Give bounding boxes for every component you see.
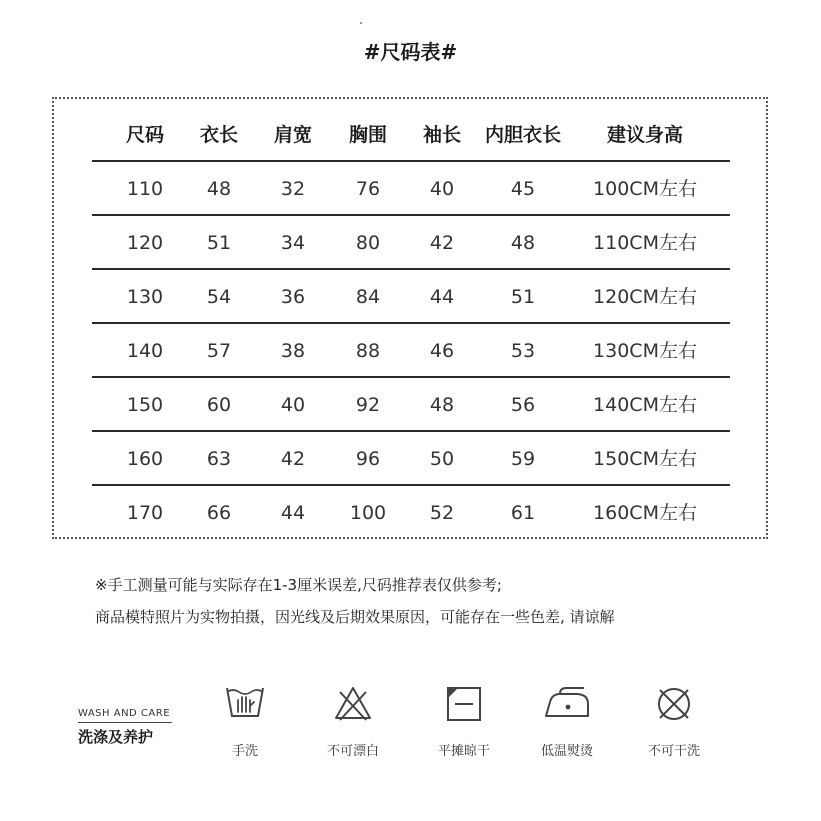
care-item-dry-flat (414, 682, 514, 759)
cell-chest: 100 (349, 502, 387, 524)
no-dry-clean-icon (652, 682, 696, 726)
cell-length: 54 (206, 286, 232, 308)
cell-shoulder: 36 (280, 286, 306, 308)
cell-chest: 88 (355, 340, 381, 362)
measurement-note: ※手工测量可能与实际存在1-3厘米误差,尺码推荐表仅供参考; (95, 576, 502, 594)
hand-wash-icon (223, 682, 267, 726)
cell-height: 120CM左右 (593, 286, 697, 308)
cell-chest: 76 (355, 178, 381, 200)
no-bleach-icon (331, 682, 375, 726)
cell-height: 150CM左右 (593, 448, 697, 470)
care-item-no-dry-clean (624, 682, 724, 759)
care-label-no-dry-clean: 不可干洗 (647, 744, 700, 759)
cell-chest: 80 (355, 232, 381, 254)
care-label-low-iron: 低温熨烫 (540, 744, 593, 759)
cell-sleeve: 44 (429, 286, 455, 308)
table-row (92, 270, 730, 324)
header-height: 建议身高 (606, 124, 684, 146)
cell-shoulder: 42 (280, 448, 306, 470)
wash-care-heading-cn: 洗涤及养护 (78, 728, 154, 746)
cell-liner: 59 (510, 448, 536, 470)
cell-liner: 45 (510, 178, 536, 200)
care-label-dry-flat: 平摊晾干 (437, 744, 490, 759)
cell-shoulder: 32 (280, 178, 306, 200)
header-sleeve: 袖长 (422, 124, 462, 146)
cell-height: 140CM左右 (593, 394, 697, 416)
cell-height: 110CM左右 (593, 232, 697, 254)
table-row (92, 378, 730, 432)
cell-sleeve: 40 (429, 178, 455, 200)
cell-size: 120 (126, 232, 164, 254)
cell-sleeve: 50 (429, 448, 455, 470)
cell-liner: 61 (510, 502, 536, 524)
care-item-no-bleach (303, 682, 403, 759)
cell-liner: 51 (510, 286, 536, 308)
low-iron-icon (542, 682, 592, 726)
cell-length: 60 (206, 394, 232, 416)
cell-sleeve: 52 (429, 502, 455, 524)
cell-liner: 56 (510, 394, 536, 416)
cell-chest: 84 (355, 286, 381, 308)
table-row (92, 162, 730, 216)
cell-size: 150 (126, 394, 164, 416)
header-shoulder: 肩宽 (273, 124, 313, 146)
cell-height: 130CM左右 (593, 340, 697, 362)
cell-length: 48 (206, 178, 232, 200)
care-label-no-bleach: 不可漂白 (326, 744, 379, 759)
table-row (92, 486, 730, 540)
decorative-dot (360, 22, 362, 24)
cell-length: 66 (206, 502, 232, 524)
care-label-hand-wash: 手洗 (231, 744, 258, 759)
cell-shoulder: 34 (280, 232, 306, 254)
wash-care-heading-en: WASH AND CARE (78, 708, 171, 719)
care-item-low-iron (517, 682, 617, 759)
cell-shoulder: 44 (280, 502, 306, 524)
cell-shoulder: 40 (280, 394, 306, 416)
cell-size: 130 (126, 286, 164, 308)
cell-size: 140 (126, 340, 164, 362)
cell-length: 51 (206, 232, 232, 254)
table-row (92, 216, 730, 270)
table-row (92, 324, 730, 378)
cell-liner: 53 (510, 340, 536, 362)
cell-sleeve: 48 (429, 394, 455, 416)
cell-chest: 96 (355, 448, 381, 470)
cell-size: 110 (126, 178, 164, 200)
header-chest: 胸围 (348, 124, 388, 146)
cell-chest: 92 (355, 394, 381, 416)
cell-height: 160CM左右 (593, 502, 697, 524)
cell-shoulder: 38 (280, 340, 306, 362)
header-liner-length: 内胆衣长 (484, 124, 562, 146)
cell-height: 100CM左右 (593, 178, 697, 200)
color-difference-note: 商品模特照片为实物拍摄，因光线及后期效果原因，可能存在一些色差, 请谅解 (95, 608, 615, 626)
cell-sleeve: 46 (429, 340, 455, 362)
table-header-row (92, 108, 730, 162)
cell-liner: 48 (510, 232, 536, 254)
header-length: 衣长 (199, 124, 239, 146)
header-size: 尺码 (125, 124, 165, 146)
cell-size: 170 (126, 502, 164, 524)
cell-length: 57 (206, 340, 232, 362)
cell-size: 160 (126, 448, 164, 470)
table-row (92, 432, 730, 486)
wash-care-divider (78, 722, 172, 723)
page-title: #尺码表# (363, 40, 458, 64)
cell-sleeve: 42 (429, 232, 455, 254)
dry-flat-shade-icon (442, 682, 486, 726)
care-item-hand-wash (195, 682, 295, 759)
cell-length: 63 (206, 448, 232, 470)
